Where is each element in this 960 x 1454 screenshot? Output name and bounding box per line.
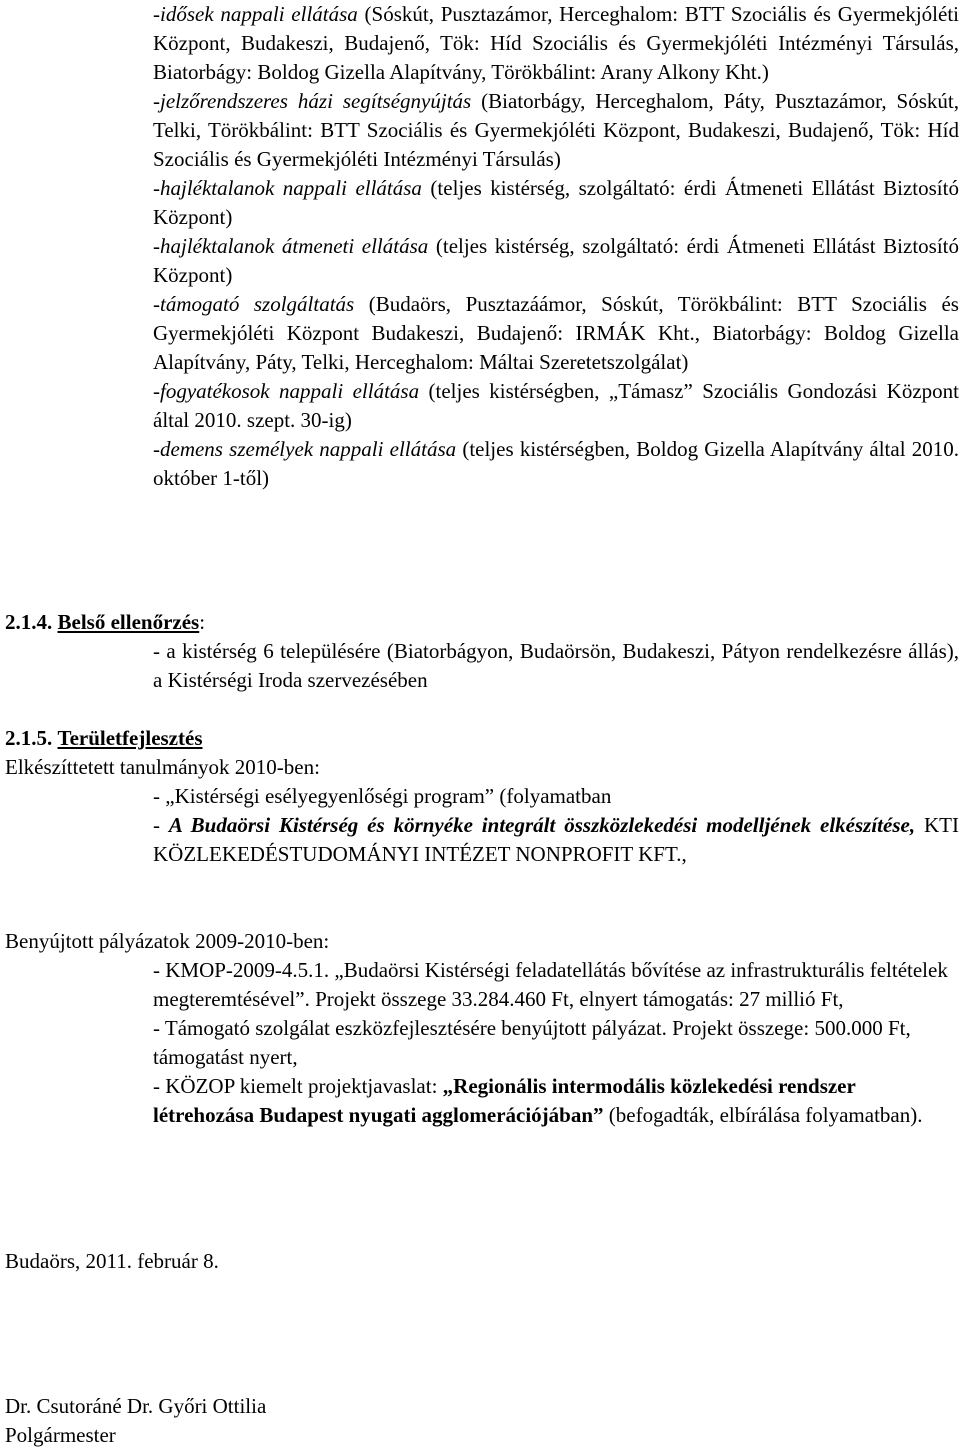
section-214-heading xyxy=(5,608,205,637)
service-item xyxy=(153,174,959,232)
tender-item: - KMOP-2009-4.5.1. „Budaörsi Kistérségi feladatellátás bővítése az infrastrukturális feltételek megteremtésével”. Projekt összege 33.284.460 Ft, elnyert támogatás: 27 millió Ft, xyxy=(153,958,948,1011)
signer-role: Polgármester xyxy=(5,1423,116,1447)
study-item xyxy=(153,811,959,869)
section-number: 2.1.5. xyxy=(5,726,53,750)
tender-item: - Támogató szolgálat eszközfejlesztésére benyújtott pályázat. Projekt összege: 500.000 Ft, támogatást nyert, xyxy=(153,1016,911,1069)
tenders-list xyxy=(153,956,953,1130)
service-item xyxy=(153,0,959,87)
service-term: -demens személyek nappali ellátása xyxy=(153,437,457,461)
service-term: -hajléktalanok nappali ellátása xyxy=(153,176,422,200)
services-list xyxy=(153,0,959,493)
service-item xyxy=(153,87,959,174)
tender-status: (befogadták, elbírálása folyamatban). xyxy=(603,1103,923,1127)
service-item xyxy=(153,377,959,435)
service-term: -idősek nappali ellátása xyxy=(153,2,358,26)
tender-project-title: „Regionális intermodális közlekedési rendszer létrehozása Budapest nyugati agglomerációjában” xyxy=(153,1074,856,1127)
service-text: (teljes kistérségben, Boldog Gizella Alapítvány által 2010. október 1-től) xyxy=(153,437,959,490)
service-text: (Sóskút, Pusztazámor, Herceghalom: BTT Szociális és Gyermekjóléti Központ, Budakeszi, Budajenő, Tök: Híd Szociális és Gyermekjóléti Intézményi Társulás, Biatorbágy: Boldog Gizella Alapítvány, Törökbálint: Arany Alkony Kht.) xyxy=(153,2,960,84)
place-date: Budaörs, 2011. február 8. xyxy=(5,1249,219,1273)
section-colon: : xyxy=(199,610,206,634)
tenders-heading: Benyújtott pályázatok 2009-2010-ben: xyxy=(5,929,330,953)
service-term: -hajléktalanok átmeneti ellátása xyxy=(153,234,429,258)
audit-item: - a kistérség 6 településére (Biatorbágyon, Budaörsön, Budakeszi, Pátyon rendelkezésre állás), a Kistérségi Iroda szervezésében xyxy=(153,639,959,692)
service-text: (Biatorbágy, Herceghalom, Páty, Pusztazámor, Sóskút, Telki, Törökbálint: BTT Szociális és Gyermekjóléti Központ, Budakeszi, Budajenő, Tök: Híd Szociális és Gyermekjóléti Intézményi Társulás) xyxy=(153,89,959,171)
service-item xyxy=(153,290,959,377)
section-title: Belső ellenőrzés xyxy=(57,610,200,634)
studies-heading: Elkészíttetett tanulmányok 2010-ben: xyxy=(5,755,320,779)
section-214-item xyxy=(153,637,959,695)
signer-name: Dr. Csutoráné Dr. Győri Ottilia xyxy=(5,1394,267,1418)
study-title: A Budaörsi Kistérség és környéke integrált összközlekedési modelljének elkészítése, xyxy=(168,813,916,837)
service-text: (teljes kistérségben, „Támasz” Szociális Gondozási Központ által 2010. szept. 30-ig) xyxy=(153,379,959,432)
service-term: -fogyatékosok nappali ellátása xyxy=(153,379,420,403)
service-text: (Budaörs, Pusztazáámor, Sóskút, Törökbálint: BTT Szociális és Gyermekjóléti Központ Budakeszi, Budajenő: IRMÁK Kht., Biatorbágy: Boldog Gizella Alapítvány, Páty, Telki, Herceghalom: Máltai Szeretetszolgálat) xyxy=(153,292,959,374)
study-prefix: - xyxy=(153,813,169,837)
service-text: (teljes kistérség, szolgáltató: érdi Átmeneti Ellátást Biztosító Központ) xyxy=(153,234,959,287)
study-item: - „Kistérségi esélyegyenlőségi program” (folyamatban xyxy=(153,784,612,808)
service-item xyxy=(153,232,959,290)
service-item xyxy=(153,435,959,493)
study-author: KTI KÖZLEKEDÉSTUDOMÁNYI INTÉZET NONPROFIT KFT., xyxy=(153,813,959,866)
section-number: 2.1.4. xyxy=(5,610,53,634)
section-215-heading xyxy=(5,724,203,753)
studies-list xyxy=(153,782,959,869)
section-title: Területfejlesztés xyxy=(57,726,203,750)
service-term: -támogató szolgáltatás xyxy=(153,292,355,316)
tender-prefix: - KÖZOP kiemelt projektjavaslat: xyxy=(153,1074,443,1098)
service-term: -jelzőrendszeres házi segítségnyújtás xyxy=(153,89,472,113)
tender-item xyxy=(153,1072,953,1130)
service-text: (teljes kistérség, szolgáltató: érdi Átmeneti Ellátást Biztosító Központ) xyxy=(153,176,959,229)
